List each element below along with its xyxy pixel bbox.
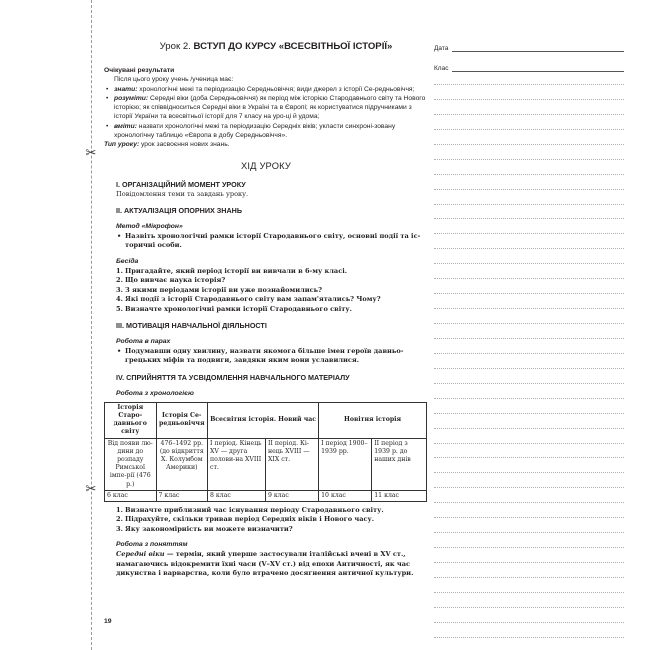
method-title: Робота в парах xyxy=(116,337,171,345)
note-line xyxy=(434,159,624,160)
note-line xyxy=(434,84,624,85)
note-line xyxy=(434,204,624,205)
note-line xyxy=(434,383,624,384)
note-line xyxy=(434,308,624,309)
table-cell: 10 клас xyxy=(319,490,372,501)
note-line xyxy=(434,293,624,294)
class-field[interactable] xyxy=(434,56,624,72)
lesson-type: Тип уроку: урок засвоєння нових знань. xyxy=(104,141,230,149)
cut-line xyxy=(91,0,92,650)
numbered-item: 3. Яку закономірність ви можете визначити? xyxy=(116,524,293,533)
lesson-progress-heading: ХІД УРОКУ xyxy=(240,160,292,171)
section-heading: І. ОРГАНІЗАЦІЙНИЙ МОМЕНТ УРОКУ xyxy=(116,179,246,189)
table-cell: ІІ період з 1939 р. до наших днів xyxy=(372,438,427,490)
expected-results xyxy=(104,66,428,150)
note-line xyxy=(434,577,624,578)
table-cell: 7 клас xyxy=(156,490,208,501)
note-line xyxy=(434,114,624,115)
table-row-grades xyxy=(105,490,427,501)
note-line xyxy=(434,547,624,548)
table-header-cell: Всесвітня історія. Новий час xyxy=(208,402,319,438)
term-definition xyxy=(116,550,428,578)
section-motivation xyxy=(116,321,428,366)
table-cell: 476–1492 рр. (до відкриття Х. Колумбом Америки) xyxy=(156,438,208,490)
note-line xyxy=(434,472,624,473)
expected-intro: Після цього уроку учень /ученица має: xyxy=(114,76,234,84)
note-line xyxy=(434,457,624,458)
section-text: Повідомлення теми та завдань уроку. xyxy=(116,189,249,198)
bullet-item: • Назвіть хронологічні рамки історії Стародавнього світу, основні події та іс-торичні особи. xyxy=(116,232,428,251)
note-line xyxy=(434,502,624,503)
lesson-content xyxy=(104,40,428,578)
expected-item: • знати: хронологічні межі та періодизацію Середньовіччя; види джерел з історії Се-редньовіччя; xyxy=(104,85,428,94)
table-cell: І період 1900–1939 рр. xyxy=(319,438,372,490)
note-line xyxy=(434,368,624,369)
numbered-item: 1. Пригадайте, який період історії ви вивчали в 6-му класі. xyxy=(116,266,348,275)
expected-list xyxy=(104,85,428,141)
note-line xyxy=(434,607,624,608)
table-header-cell: Новітня історія xyxy=(319,402,427,438)
numbered-item: 2. Підрахуйте, скільки тривав період Середніх віків і Нового часу. xyxy=(116,515,375,524)
numbered-item: 1. Визначте приблизний час існування періоду Стародавнього світу. xyxy=(116,505,384,514)
note-line xyxy=(434,592,624,593)
section-perception xyxy=(107,372,428,579)
note-line xyxy=(434,323,624,324)
table-cell: І період. Кінець XV — друга полови-на XVIII ст. xyxy=(208,438,266,490)
note-line xyxy=(434,99,624,100)
table-cell: 9 клас xyxy=(265,490,318,501)
lesson-prefix: Урок 2. xyxy=(159,41,191,52)
note-line xyxy=(434,622,624,623)
term-text: — термін, який уперше застосували італійські вчені в XV ст., намагаючись відокремити їхні часи (V–XV ст.) від епохи Античності, як час дикунства і варварства, коли було втрачено досягнення античної культури. xyxy=(116,550,414,577)
note-line xyxy=(434,278,624,279)
chronology-table xyxy=(104,402,427,502)
table-cell: 11 клас xyxy=(372,490,427,501)
section-organizational xyxy=(116,180,428,199)
table-questions xyxy=(116,506,428,534)
note-line xyxy=(434,517,624,518)
note-line xyxy=(434,174,624,175)
lesson-title xyxy=(124,40,428,53)
note-line xyxy=(434,443,624,444)
note-line xyxy=(434,233,624,234)
bullet-item: • Подумавши одну хвилину, назвати якомога більше імен героїв давньо-грецьких міфів та подвиги, завдяки яким вони уславилися. xyxy=(116,347,428,366)
section-heading: ІІІ. МОТИВАЦІЯ НАВЧАЛЬНОЇ ДІЯЛЬНОСТІ xyxy=(116,320,267,330)
section-actualization xyxy=(116,206,428,314)
section-heading: ІІ. АКТУАЛІЗАЦІЯ ОПОРНИХ ЗНАНЬ xyxy=(116,206,243,216)
note-line xyxy=(434,562,624,563)
scissors-icon: ✂ xyxy=(85,145,97,160)
method-title: Робота з поняттям xyxy=(116,541,188,549)
expected-item: • розуміти: Середні віки (доба Середньовіччя) як період між історією Стародавнього світу та Нового історією; як співвідноситься Середні віки в Україні та в Європі; як користуватися підручниками з історії України та всесвітньої історії для 7 класу на уро-ці й удома; xyxy=(104,94,428,122)
note-line xyxy=(434,413,624,414)
note-line xyxy=(434,248,624,249)
numbered-item: 2. Що вивчає наука історія? xyxy=(116,276,226,285)
note-line xyxy=(434,129,624,130)
method-title: Бесіда xyxy=(116,257,139,265)
page-number: 19 xyxy=(104,618,112,625)
numbered-item: 3. З якими періодами історії ви уже познайомились? xyxy=(116,285,322,294)
notes-ruled-lines xyxy=(434,84,624,624)
table-cell: 6 клас xyxy=(105,490,157,501)
date-label: Дата xyxy=(434,45,449,52)
table-cell: ІІ період. Кі-нець XVIII — XIX ст. xyxy=(265,438,318,490)
note-line xyxy=(434,428,624,429)
notes-header xyxy=(434,36,624,76)
scissors-icon: ✂ xyxy=(85,481,97,496)
table-cell: 8 клас xyxy=(208,490,266,501)
date-field[interactable] xyxy=(434,36,624,52)
note-line xyxy=(434,353,624,354)
note-line xyxy=(434,263,624,264)
note-line xyxy=(434,532,624,533)
class-line xyxy=(452,63,624,72)
date-line xyxy=(452,43,624,52)
table-row xyxy=(105,438,427,490)
method-title: Метод «Мікрофон» xyxy=(116,223,183,231)
note-line xyxy=(434,338,624,339)
expected-item: • вміти: назвати хронологічні межі та періодизацію Середніх віків; укласти синхроні-зовану хронологічну таблицю «Європа в добу Середньовіччя». xyxy=(104,122,428,141)
table-header-row xyxy=(105,402,427,438)
numbered-item: 4. Які події з історії Стародавнього світу вам запам'ятались? Чому? xyxy=(116,295,381,304)
class-label: Клас xyxy=(434,65,449,72)
table-header-cell: Історія Се-редньовіччя xyxy=(156,402,208,438)
table-header-cell: Історія Старо-давнього світу xyxy=(105,402,157,438)
note-line xyxy=(434,637,624,638)
note-line xyxy=(434,398,624,399)
term-key: Середні віки xyxy=(116,550,165,559)
note-line xyxy=(434,189,624,190)
method-title: Робота з хронологією xyxy=(116,389,194,397)
note-line xyxy=(434,218,624,219)
lesson-title-text: ВСТУП ДО КУРСУ «ВСЕСВІТНЬОЇ ІСТОРІЇ» xyxy=(193,41,393,52)
section-heading: IV. СПРИЙНЯТТЯ ТА УСВІДОМЛЕННЯ НАВЧАЛЬНОГО МАТЕРІАЛУ xyxy=(116,372,350,382)
numbered-item: 5. Визначте хронологічні рамки історії Стародавнього світу. xyxy=(116,304,352,313)
note-line xyxy=(434,487,624,488)
note-line xyxy=(434,144,624,145)
table-cell: Від появи лю-дини до розпаду Римської імпе-рії (476 р.) xyxy=(105,438,157,490)
expected-heading: Очікувані результати xyxy=(104,67,175,74)
